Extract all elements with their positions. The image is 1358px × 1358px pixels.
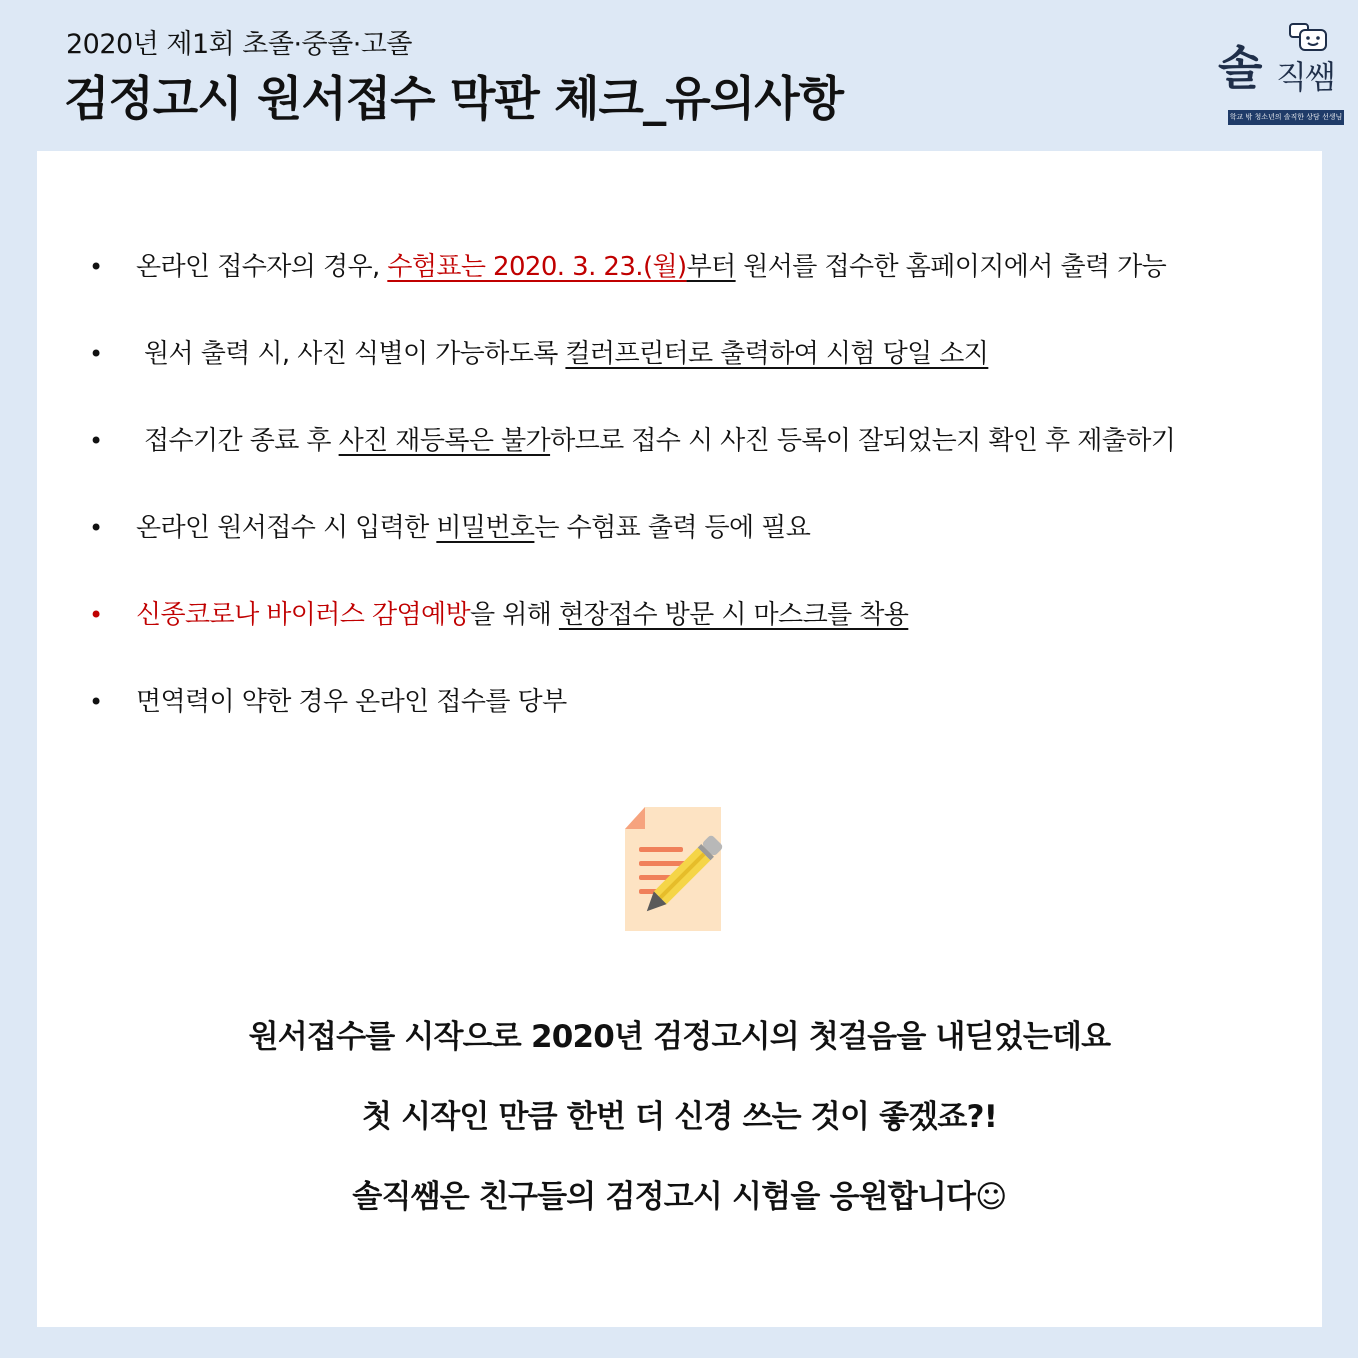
closing-line-3: 솔직쌤은 친구들의 검정고시 시험을 응원합니다☺ (352, 1179, 1007, 1215)
notice-item (37, 241, 1322, 328)
notice-item (37, 415, 1322, 502)
notice-list (37, 241, 1322, 763)
notice-text-segment: 을 위해 (470, 600, 559, 630)
notice-text-segment: 원서 출력 시, 사진 식별이 가능하도록 (144, 339, 566, 369)
notice-item (37, 328, 1322, 415)
notice-text-segment: 비밀번호 (436, 513, 535, 543)
closing-line-1: 원서접수를 시작으로 2020년 검정고시의 첫걸음을 내딛었는데요 (248, 1019, 1111, 1055)
bullet-dot-icon: • (89, 340, 104, 368)
bullet-dot-icon: • (89, 601, 104, 629)
notice-text-segment: 부터 (686, 252, 736, 282)
bullet-dot-icon: • (89, 514, 104, 542)
content-panel (37, 151, 1322, 1327)
closing-line-2: 첫 시작인 만큼 한번 더 신경 쓰는 것이 좋겠죠?! (361, 1099, 998, 1135)
notice-text-segment: 컬러프린터로 출력하여 시험 당일 소지 (565, 339, 989, 369)
notice-text-segment: 원서를 접수한 홈페이지에서 출력 가능 (735, 252, 1167, 282)
notice-text-segment: 하므로 접수 시 사진 등록이 잘되었는지 확인 후 제출하기 (550, 426, 1176, 456)
notice-text-segment: 수험표는 2020. 3. 23.(월) (387, 252, 687, 282)
notice-text-segment: 는 수험표 출력 등에 필요 (534, 513, 811, 543)
bullet-dot-icon: • (89, 427, 104, 455)
logo-tail-text: 직쌤 (1276, 58, 1334, 96)
notice-text-segment: 사진 재등록은 불가 (338, 426, 551, 456)
bullet-dot-icon: • (89, 253, 104, 281)
notice-text-segment: 온라인 접수자의 경우, (136, 252, 388, 282)
speech-bubble-icon (1284, 22, 1334, 56)
logo-tagline: 학교 밖 청소년의 솔직한 상담 선생님 (1228, 110, 1344, 125)
notice-text (136, 676, 567, 728)
notice-text (144, 328, 988, 380)
notice-text (144, 415, 1175, 467)
brand-logo (1214, 22, 1346, 128)
logo-main-text: 솔 (1218, 41, 1263, 95)
header-subtitle: 2020년 제1회 초졸·중졸·고졸 (66, 29, 412, 60)
memo-pencil-icon (619, 807, 743, 935)
notice-text (136, 502, 810, 554)
notice-item (37, 502, 1322, 589)
page-title: 검정고시 원서접수 막판 체크_유의사항 (64, 72, 844, 127)
bullet-dot-icon: • (89, 688, 104, 716)
notice-text (136, 589, 908, 641)
notice-item (37, 676, 1322, 763)
notice-text-segment: 온라인 원서접수 시 입력한 (136, 513, 437, 543)
notice-text (136, 241, 1166, 293)
notice-text-segment: 신종코로나 바이러스 감염예방 (136, 600, 471, 630)
notice-text-segment: 접수기간 종료 후 (144, 426, 339, 456)
notice-item (37, 589, 1322, 676)
notice-text-segment: 면역력이 약한 경우 온라인 접수를 당부 (136, 687, 567, 717)
notice-text-segment: 현장접수 방문 시 마스크를 착용 (558, 600, 909, 630)
